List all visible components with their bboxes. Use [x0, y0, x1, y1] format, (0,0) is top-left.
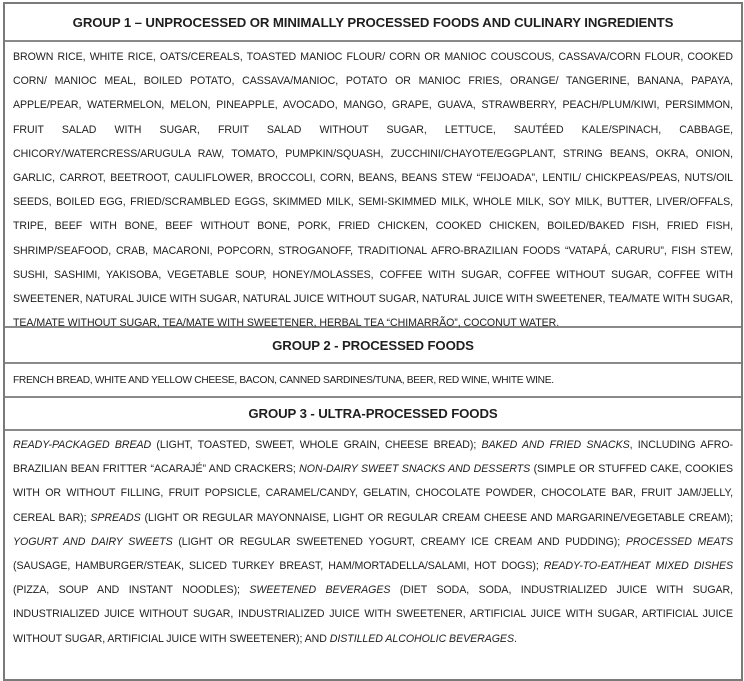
- group-3-seg: (PIZZA, SOUP AND INSTANT NOODLES);: [13, 584, 250, 597]
- group-3-seg: (SIMPLE OR STUFFED CAKE, COOKIES WITH OR WITHOUT FILLING, FRUIT POPSICLE, CARAMEL/CANDY, GELATIN, CHOCOLATE POWDER, CHOCOLATE BAR, FRUIT JAM/JELLY, CEREAL BAR);: [13, 463, 733, 524]
- group-1-header: [5, 4, 741, 40]
- group-3-seg: SPREADS: [90, 511, 141, 524]
- group-3-seg: , INCLUDING AFRO-BRAZILIAN BEAN FRITTER “ACARAJÉ” AND CRACKERS;: [13, 439, 733, 476]
- group-3-title: GROUP 3 - ULTRA-PROCESSED FOODS: [248, 406, 498, 421]
- group-3-seg: READY-PACKAGED BREAD: [13, 439, 152, 451]
- food-groups-table: [3, 2, 743, 681]
- group-3-seg: .: [513, 632, 517, 645]
- group-3-seg: PROCESSED MEATS: [625, 535, 734, 548]
- group-2-items-text: FRENCH BREAD, WHITE AND YELLOW CHEESE, BACON, CANNED SARDINES/TUNA, BEER, RED WINE, WHITE WINE.: [13, 375, 554, 386]
- group-3-seg: DISTILLED ALCOHOLIC BEVERAGES: [329, 632, 514, 645]
- group-3-seg: SWEETENED BEVERAGES: [249, 584, 391, 597]
- group-3-seg: BAKED AND FRIED SNACKS: [481, 439, 630, 451]
- group-1-title: GROUP 1 – UNPROCESSED OR MINIMALLY PROCESSED FOODS AND CULINARY INGREDIENTS: [72, 15, 674, 30]
- group-1-items: [5, 40, 741, 330]
- group-3-seg: (LIGHT OR REGULAR SWEETENED YOGURT, CREAMY ICE CREAM AND PUDDING);: [172, 535, 626, 548]
- group-3-seg: READY-TO-EAT/HEAT MIXED DISHES: [543, 560, 733, 573]
- group-3-seg: (DIET SODA, SODA, INDUSTRIALIZED JUICE WITH SUGAR, INDUSTRIALIZED JUICE WITHOUT SUGAR, INDUSTRIALIZED JUICE WITH SWEETENER, ARTIFICIAL JUICE WITH SUGAR, ARTIFICIAL JUICE WITHOUT SUGAR, ARTIFICIAL JUICE WITH SWEETENER); AND: [13, 584, 734, 645]
- group-3-seg: (LIGHT, TOASTED, SWEET, WHOLE GRAIN, CHEESE BREAD);: [151, 439, 482, 451]
- group-3-seg: YOGURT AND DAIRY SWEETS: [13, 535, 173, 548]
- group-2-title: GROUP 2 - PROCESSED FOODS: [272, 338, 474, 353]
- group-3-seg: (SAUSAGE, HAMBURGER/STEAK, SLICED TURKEY BREAST, HAM/MORTADELLA/SALAMI, HOT DOGS);: [13, 560, 544, 573]
- group-1-items-text: BROWN RICE, WHITE RICE, OATS/CEREALS, TOASTED MANIOC FLOUR/ CORN OR MANIOC COUSCOUS, CASSAVA/CORN FLOUR, COOKED CORN/ MANIOC MEAL, BOILED POTATO, CASSAVA/MANIOC, POTATO OR MANIOC FRIES, ORANGE/ TANGERINE, BANANA, PAPAYA, APPLE/PEAR, WATERMELON, MELON, PINEAPPLE, AVOCADO, MANGO, GRAPE, GUAVA, STRAWBERRY, PEACH/PLUM/KIWI, PERSIMMON, FRUIT SALAD WITH SUGAR, FRUIT SALAD WITHOUT SUGAR, LETTUCE, SAUTÉED KALE/SPINACH, CABBAGE, CHICORY/WATERCRESS/ARUGULA RAW, TOMATO, PUMPKIN/SQUASH, ZUCCHINI/CHAYOTE/EGGPLANT, STRING BEANS, OKRA, ONION, GARLIC, CARROT, BEETROOT, CAULIFLOWER, BROCCOLI, CORN, BEANS, BEANS STEW “FEIJOADA”, LENTIL/ CHICKPEAS/PEAS, NUTS/OIL SEEDS, BOILED EGG, FRIED/SCRAMBLED EGGS, SKIMMED MILK, SEMI-SKIMMED MILK, WHOLE MILK, SOY MILK, BUTTER, LIVER/OFFALS, TRIPE, BEEF WITH BONE, BEEF WITHOUT BONE, PORK, FRIED CHICKEN, COOKED CHICKEN, BOILED/BAKED FISH, FRIED FISH, SHRIMP/SEAFOOD, CRAB, MACARONI, POPCORN, STROGANOFF, TRADITIONAL AFRO-BRAZILIAN FOODS “VATAPÁ, CARURU”, FISH STEW, SUSHI, SASHIMI, YAKISOBA, VEGETABLE SOUP, HONEY/MOLASSES, COFFEE WITH SUGAR, COFFEE WITHOUT SUGAR, COFFEE WITH SWEETENER, NATURAL JUICE WITH SUGAR, NATURAL JUICE WITHOUT SUGAR, NATURAL JUICE WITH SWEETENER, TEA/MATE WITH SUGAR, TEA/MATE WITHOUT SUGAR, TEA/MATE WITH SWEETENER, HERBAL TEA “CHIMARRÃO”, COCONUT WATER.: [13, 51, 733, 330]
- group-2-items: [5, 362, 741, 396]
- group-3-items: [5, 429, 741, 679]
- group-3-seg: NON-DAIRY SWEET SNACKS AND DESSERTS: [299, 463, 531, 476]
- group-3-seg: (LIGHT OR REGULAR MAYONNAISE, LIGHT OR REGULAR CREAM CHEESE AND MARGARINE/VEGETABLE CREAM);: [140, 511, 733, 524]
- group-3-header: [5, 396, 741, 429]
